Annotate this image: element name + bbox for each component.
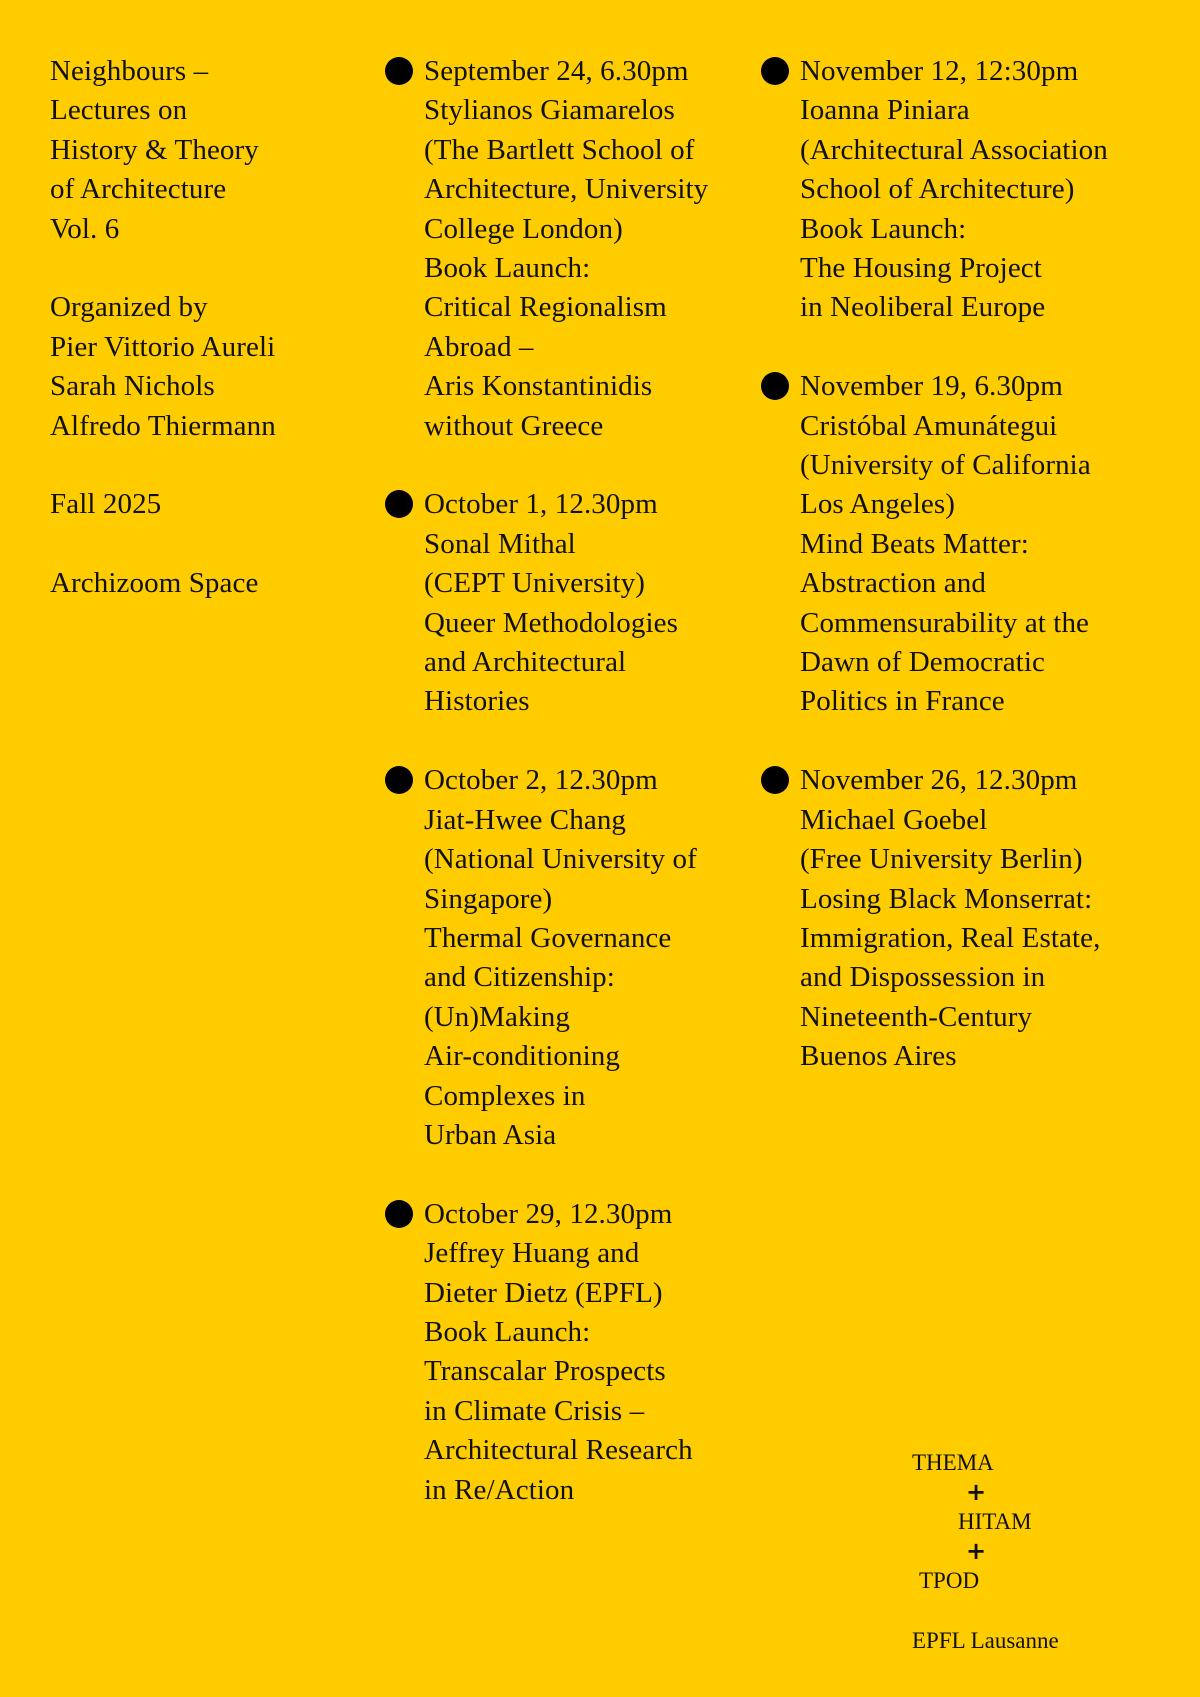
event-datetime: October 29, 12.30pm <box>424 1197 673 1230</box>
event-line: Complexes in <box>424 1079 586 1112</box>
event-item <box>800 761 1108 1076</box>
event-line: Jiat-Hwee Chang <box>424 803 627 836</box>
event-line: in Climate Crisis – <box>424 1394 645 1427</box>
event-line: Stylianos Giamarelos <box>424 94 675 127</box>
event-line: Ioanna Piniara <box>800 94 970 127</box>
organizers-heading: Organized by <box>50 291 208 324</box>
bullet-dot-icon <box>761 372 789 400</box>
lab-tpod: TPOD <box>919 1568 980 1593</box>
event-line: Michael Goebel <box>800 803 988 836</box>
event-line: Abroad – <box>424 330 534 363</box>
institution-location: EPFL Lausanne <box>912 1627 1059 1653</box>
organizers <box>50 288 276 446</box>
event-line: Histories <box>424 685 530 718</box>
event-item <box>800 52 1108 328</box>
event-line: Urban Asia <box>424 1118 557 1151</box>
event-line: Book Launch: <box>424 1315 591 1348</box>
event-line: Abstraction and <box>800 567 986 600</box>
event-line: Queer Methodologies <box>424 606 678 639</box>
event-datetime: October 1, 12.30pm <box>424 488 658 521</box>
event-line: School of Architecture) <box>800 173 1075 206</box>
event-line: Losing Black Monserrat: <box>800 882 1093 915</box>
bullet-dot-icon <box>385 1200 413 1228</box>
bullet-dot-icon <box>385 490 413 518</box>
event-line: Singapore) <box>424 882 553 915</box>
event-line: Book Launch: <box>800 212 967 245</box>
event-item <box>424 761 708 1155</box>
event-line: (Architectural Association <box>800 133 1108 166</box>
event-line: without Greece <box>424 409 604 442</box>
bullet-dot-icon <box>385 57 413 85</box>
title-line: Vol. 6 <box>50 212 120 245</box>
event-line: Politics in France <box>800 685 1005 718</box>
venue <box>50 564 276 603</box>
series-title <box>50 52 276 249</box>
events-column-1 <box>424 52 708 1549</box>
event-line: (Un)Making <box>424 1000 570 1033</box>
event-line: (The Bartlett School of <box>424 133 695 166</box>
event-line: Nineteenth-Century <box>800 1000 1033 1033</box>
event-line: Air-conditioning <box>424 1040 620 1073</box>
event-line: Mind Beats Matter: <box>800 527 1029 560</box>
event-line: in Neoliberal Europe <box>800 291 1046 324</box>
organizing-labs <box>912 1448 1059 1655</box>
semester <box>50 485 276 524</box>
organizer-name: Pier Vittorio Aureli <box>50 330 276 363</box>
semester-label: Fall 2025 <box>50 488 162 521</box>
event-line: (CEPT University) <box>424 567 646 600</box>
title-line: Lectures on <box>50 94 188 127</box>
bullet-dot-icon <box>761 766 789 794</box>
bullet-dot-icon <box>385 766 413 794</box>
lab-thema: THEMA <box>912 1450 994 1475</box>
event-line: Aris Konstantinidis <box>424 370 653 403</box>
event-line: (National University of <box>424 843 697 876</box>
organizer-name: Alfredo Thiermann <box>50 409 276 442</box>
event-line: Buenos Aires <box>800 1040 957 1073</box>
event-datetime: November 19, 6.30pm <box>800 370 1063 403</box>
event-line: (University of California <box>800 449 1091 482</box>
title-line: History & Theory <box>50 133 259 166</box>
event-datetime: September 24, 6.30pm <box>424 55 689 87</box>
event-line: College London) <box>424 212 623 245</box>
event-line: Immigration, Real Estate, <box>800 921 1101 954</box>
event-line: in Re/Action <box>424 1473 575 1506</box>
event-item <box>800 367 1108 722</box>
event-line: Dawn of Democratic <box>800 646 1045 679</box>
organizer-name: Sarah Nichols <box>50 370 215 403</box>
event-line: and Architectural <box>424 646 627 679</box>
event-line: Transcalar Prospects <box>424 1355 666 1388</box>
event-line: Architectural Research <box>424 1434 693 1467</box>
title-line: Neighbours – <box>50 55 209 87</box>
lab-hitam: HITAM <box>958 1509 1032 1534</box>
event-datetime: November 26, 12.30pm <box>800 764 1078 797</box>
event-line: Architecture, University <box>424 173 709 206</box>
event-line: Cristóbal Amunátegui <box>800 409 1058 442</box>
event-line: Thermal Governance <box>424 921 672 954</box>
event-line: Jeffrey Huang and <box>424 1237 640 1270</box>
plus-icon: + <box>966 1477 987 1506</box>
event-line: Sonal Mithal <box>424 527 576 560</box>
event-line: (Free University Berlin) <box>800 843 1083 876</box>
bullet-dot-icon <box>761 57 789 85</box>
event-line: and Citizenship: <box>424 961 615 994</box>
event-line: and Dispossession in <box>800 961 1046 994</box>
event-line: Critical Regionalism <box>424 291 667 324</box>
events-column-2 <box>800 52 1108 1116</box>
event-line: Commensurability at the <box>800 606 1090 639</box>
event-line: Los Angeles) <box>800 488 956 521</box>
event-datetime: November 12, 12:30pm <box>800 55 1079 87</box>
event-line: The Housing Project <box>800 252 1042 285</box>
event-line: Book Launch: <box>424 252 591 285</box>
plus-icon: + <box>966 1536 987 1565</box>
event-item <box>424 485 708 721</box>
venue-label: Archizoom Space <box>50 567 259 600</box>
series-info <box>50 52 276 643</box>
event-line: Dieter Dietz (EPFL) <box>424 1276 663 1309</box>
title-line: of Architecture <box>50 173 227 206</box>
event-datetime: October 2, 12.30pm <box>424 764 658 797</box>
event-item <box>424 1195 708 1510</box>
event-item <box>424 52 708 446</box>
